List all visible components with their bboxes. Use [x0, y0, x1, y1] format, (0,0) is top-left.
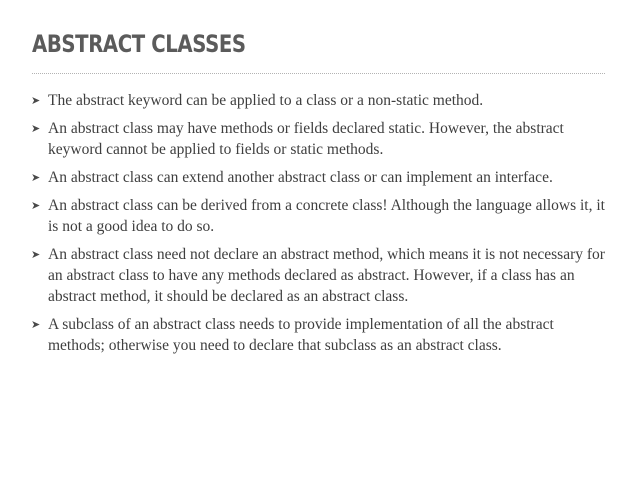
slide-title: ABSTRACT CLASSES: [32, 30, 246, 58]
arrowhead-bullet-icon: ➤: [31, 248, 41, 261]
bullet-text: An abstract class may have methods or fields declared static. However, the abstract keyword cannot be applied to fields or static methods.: [48, 120, 564, 158]
arrowhead-bullet-icon: ➤: [31, 199, 41, 212]
bullet-item: [31, 244, 606, 307]
bullet-text: An abstract class can extend another abstract class or can implement an interface.: [48, 169, 553, 186]
arrowhead-bullet-icon: ➤: [31, 171, 41, 184]
arrowhead-bullet-icon: ➤: [31, 94, 41, 107]
title-divider: [32, 73, 605, 74]
bullet-item: [31, 167, 606, 188]
bullet-item: [31, 314, 606, 356]
bullet-text: An abstract class need not declare an abstract method, which means it is not necessary for an abstract class to have any methods declared as abstract. However, if a class has an abstract method, it should be declared as an abstract class.: [48, 246, 605, 305]
bullet-text: An abstract class can be derived from a concrete class! Although the language allows it, it is not a good idea to do so.: [48, 197, 605, 235]
arrowhead-bullet-icon: ➤: [31, 318, 41, 331]
bullet-item: [31, 195, 606, 237]
bullet-item: [31, 90, 606, 111]
arrowhead-bullet-icon: ➤: [31, 122, 41, 135]
bullet-list: [31, 90, 606, 363]
bullet-text: A subclass of an abstract class needs to provide implementation of all the abstract methods; otherwise you need to declare that subclass as an abstract class.: [48, 316, 554, 354]
bullet-item: [31, 118, 606, 160]
bullet-text: The abstract keyword can be applied to a class or a non-static method.: [48, 92, 484, 109]
